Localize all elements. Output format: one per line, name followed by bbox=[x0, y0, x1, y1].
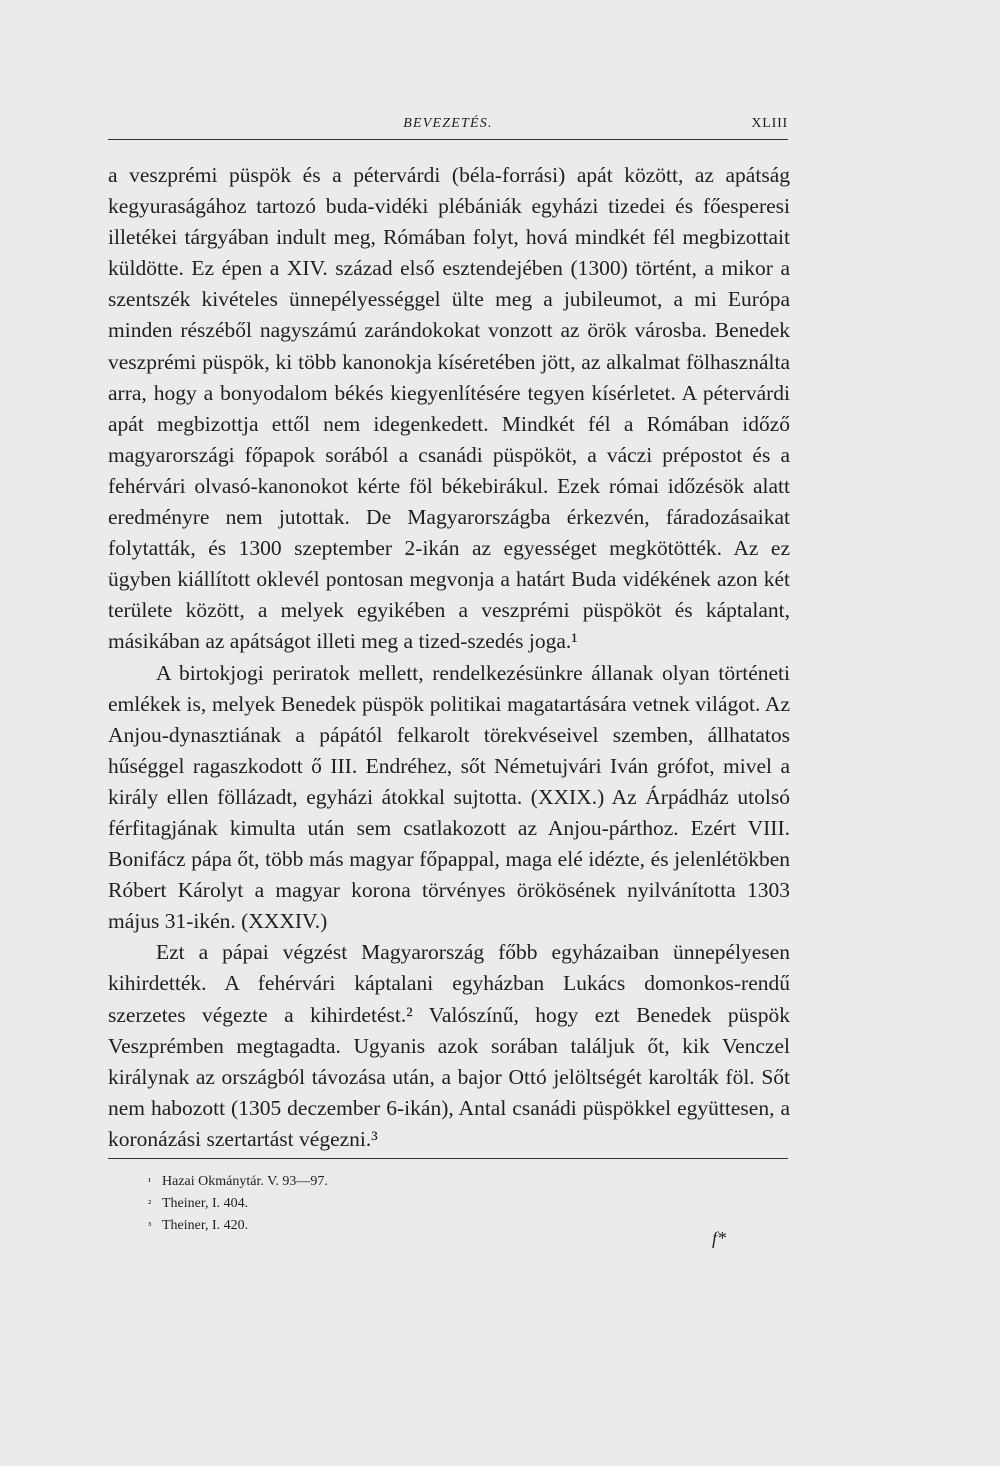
footnote-mark: ² bbox=[148, 1198, 152, 1210]
page-number: XLIII bbox=[751, 116, 788, 131]
footnote-rule bbox=[108, 1158, 788, 1159]
running-head bbox=[108, 116, 788, 140]
header-rule bbox=[108, 139, 788, 140]
running-title: BEVEZETÉS. bbox=[403, 116, 493, 131]
footnote-1 bbox=[148, 1171, 668, 1193]
printer-signature-mark: f* bbox=[712, 1228, 727, 1248]
footnote-2 bbox=[148, 1193, 668, 1215]
footnote-mark: ³ bbox=[148, 1220, 152, 1232]
footnotes bbox=[148, 1171, 668, 1237]
paragraph-1: a veszprémi püspök és a pétervárdi (béla-forrási) apát között, az apátság kegyuraságához tartozó buda-vidéki plébániák egyházi tizedei és főesperesi illetékei tárgyában indult meg, Rómában folyt, hová mindkét fél megbizottait küldötte. Ez épen a XIV. század első esztendejében (1300) történt, a mikor a szentszék kivételes ünnepélyességgel ülte meg a jubileumot, a mi Európa minden részéből nagyszámú zarándokokat vonzott az örök városba. Benedek veszprémi püspök, ki több kanonokja kíséretében jött, az alkalmat fölhasználta arra, hogy a bonyodalom békés kiegyenlítésére tegyen kísérletet. A pétervárdi apát megbizottja ettől nem idegenkedett. Mindkét fél a Rómában időző magyarországi főpapok sorából a csanádi püspököt, a váczi prépostot és a fehérvári olvasó-kanonokot kérte föl békebirákul. Ezek római időzésök alatt eredményre nem jutottak. De Magyarországba érkezvén, fáradozásaikat folytatták, és 1300 szeptember 2-ikán az egyességet megkötötték. Az ez ügyben kiállított oklevél pontosan megvonja a határt Buda vidékének azon két területe között, a melyek egyikében a veszprémi püspököt és káptalant, másikában az apátságot illeti meg a tized-szedés joga.¹ bbox=[108, 163, 790, 654]
paragraph-3: Ezt a pápai végzést Magyarország főbb egyházaiban ünnepélyesen kihirdették. A fehérvári káptalani egyházban Lukács domonkos-rendű szerzetes végezte a kihirdetést.² Valószínű, hogy ezt Benedek püspök Veszprémben megtagadta. Ugyanis azok sorában találjuk őt, kik Venczel királynak az országból távozása után, a bajor Ottó jelöltségét karolták föl. Sőt nem habozott (1305 deczember 6-ikán), Antal csanádi püspökkel együttesen, a koronázási szertartást végezni.³ bbox=[108, 940, 790, 1151]
footnote-3 bbox=[148, 1215, 668, 1237]
footnote-text: Theiner, I. 420. bbox=[162, 1218, 249, 1233]
footnote-mark: ¹ bbox=[148, 1176, 152, 1188]
footnote-text: Hazai Okmánytár. V. 93—97. bbox=[162, 1174, 328, 1189]
paragraph-2: A birtokjogi periratok mellett, rendelkezésünkre állanak olyan történeti emlékek is, melyek Benedek püspök politikai magatartására vetnek világot. Az Anjou-dynasztiának a pápától felkarolt törekvéseivel szemben, állhatatos hűséggel ragaszkodott ő III. Endréhez, sőt Németujvári Iván grófot, mivel a király ellen föllázadt, egyházi átokkal sujtotta. (XXIX.) Az Árpádház utolsó férfitagjának kimulta után sem csatlakozott az Anjou-párthoz. Ezért VIII. Bonifácz pápa őt, több más magyar főpappal, maga elé idézte, és jelenlétökben Róbert Károlyt a magyar korona törvényes örökösének nyilvánította 1303 május 31-ikén. (XXXIV.) bbox=[108, 660, 790, 934]
footnote-text: Theiner, I. 404. bbox=[162, 1196, 249, 1211]
body-text bbox=[108, 160, 790, 1155]
